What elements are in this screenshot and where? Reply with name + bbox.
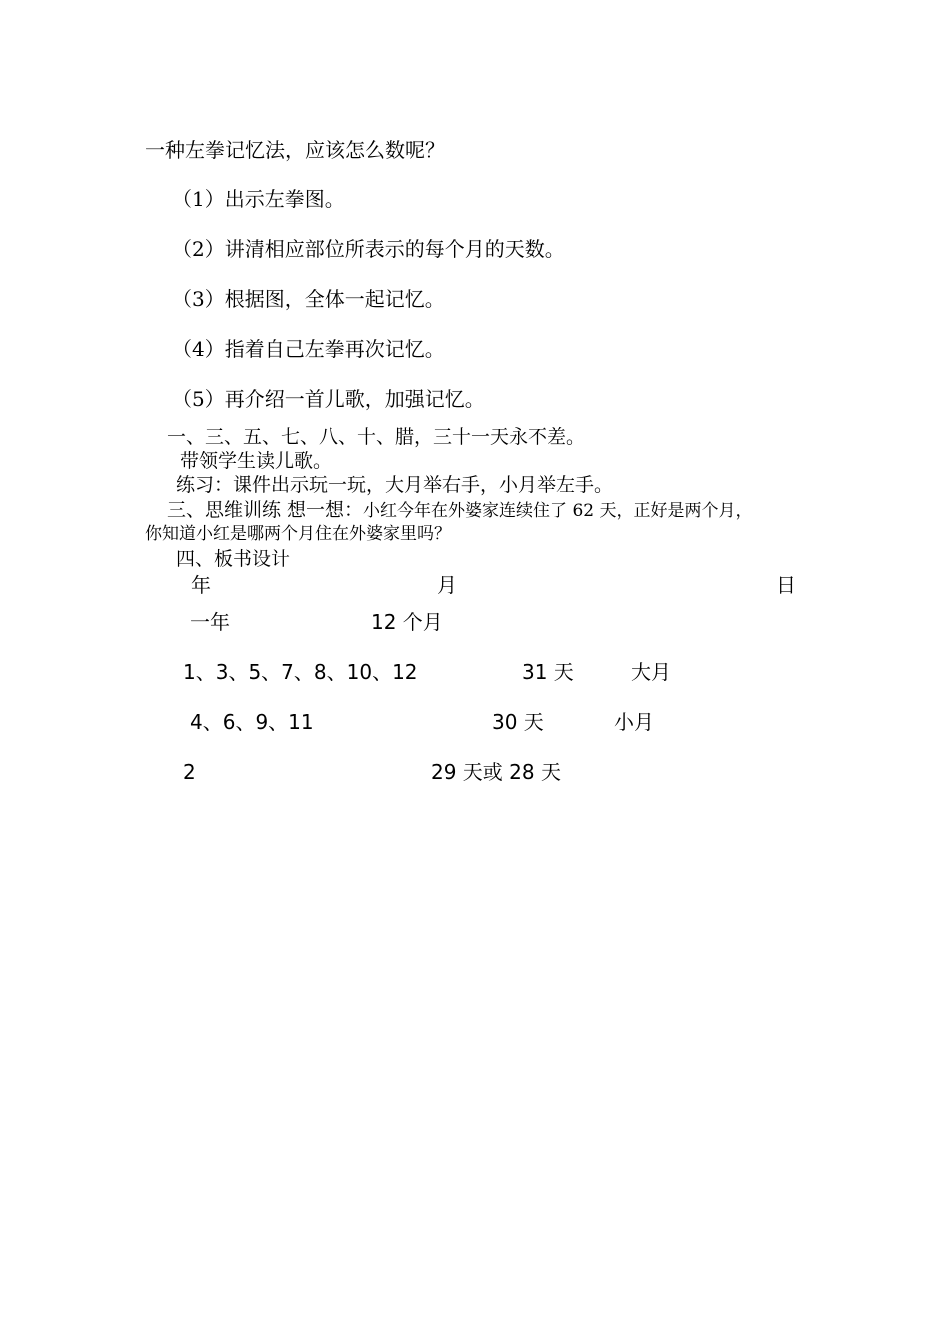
- board-row1-months: 12 个月: [371, 610, 443, 634]
- step-2: （2）讲清相应部位所表示的每个月的天数。: [172, 237, 565, 261]
- step-1: （1）出示左拳图。: [172, 187, 345, 211]
- step-3: （3）根据图，全体一起记忆。: [172, 287, 445, 311]
- board-row1-year: 一年: [190, 610, 230, 634]
- board-row2-type: 大月: [631, 660, 671, 684]
- step-5: （5）再介绍一首儿歌，加强记忆。: [172, 387, 485, 411]
- board-row3-months: 4、6、9、11: [190, 710, 314, 734]
- practice-line: 练习：课件出示玩一玩，大月举右手，小月举左手。: [176, 474, 614, 496]
- board-row3-days: 30 天: [492, 710, 544, 734]
- board-row2-months: 1、3、5、7、8、10、12: [183, 660, 418, 684]
- board-row3-type: 小月: [614, 710, 654, 734]
- step-4: （4）指着自己左拳再次记忆。: [172, 337, 445, 361]
- board-header-year: 年: [191, 573, 211, 597]
- rhyme-line: 一、三、五、七、八、十、腊，三十一天永不差。: [167, 426, 586, 448]
- thinking-question-1: 小红今年在外婆家连续住了 62 天，正好是两个月，: [363, 501, 753, 521]
- thinking-line-1: [167, 501, 753, 520]
- thinking-head: 三、思维训练 想一想：: [167, 499, 364, 521]
- board-row4-month: 2: [183, 760, 196, 784]
- intro-line: 一种左拳记忆法，应该怎么数呢？: [145, 138, 445, 162]
- board-header-day: 日: [776, 573, 796, 597]
- board-row4-days: 29 天或 28 天: [431, 760, 561, 784]
- board-header-month: 月: [437, 573, 457, 597]
- read-rhyme-line: 带领学生读儿歌。: [180, 450, 333, 472]
- board-row2-days: 31 天: [522, 660, 574, 684]
- board-title: 四、板书设计: [176, 548, 291, 570]
- thinking-line-2: 你知道小红是哪两个月住在外婆家里吗？: [145, 524, 451, 544]
